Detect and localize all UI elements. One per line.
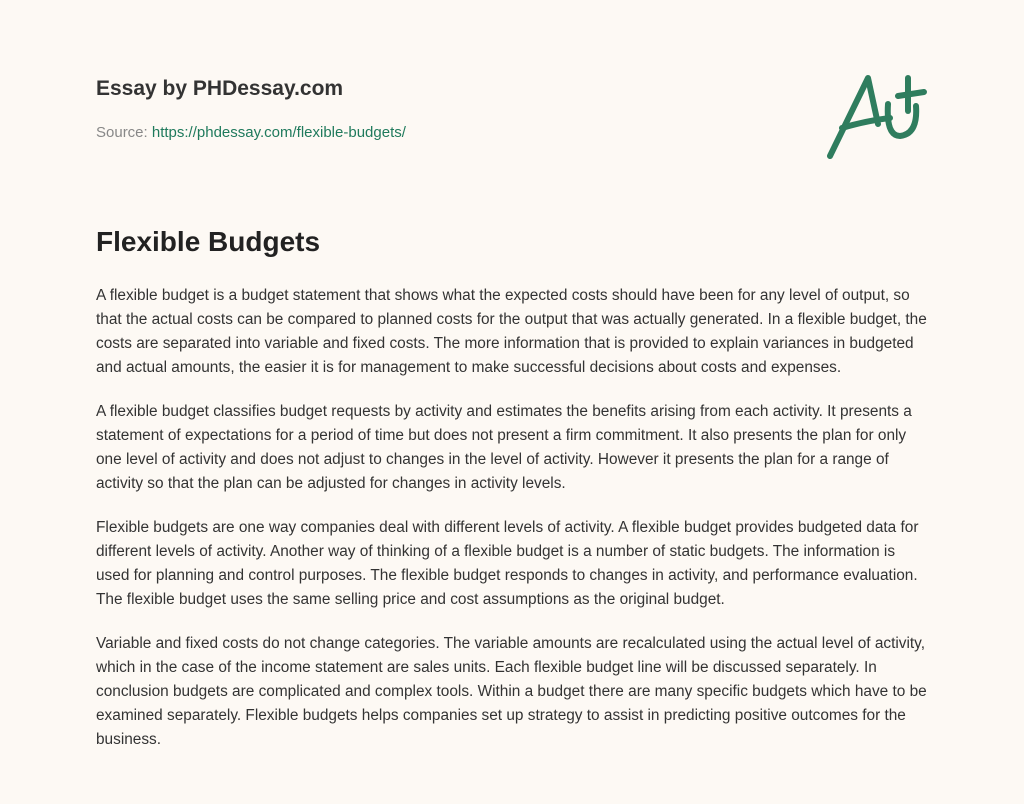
paragraph: Variable and fixed costs do not change categories. The variable amounts are recalculated using the actual level of activity, which in the case of the income statement are sales units. Each flexible budget line will be discussed separately. In conclusion budgets are complicated and complex tools. Within a budget there are many specific budgets which have to be examined separately. Flexible budgets helps companies set up strategy to assist in predicting positive outcomes for the business. [96, 635, 927, 748]
article-title: Flexible Budgets [96, 226, 321, 257]
source-label: Source: [96, 124, 148, 141]
source-line [96, 124, 406, 141]
source-link[interactable]: https://phdessay.com/flexible-budgets/ [151, 124, 406, 141]
paragraph: A flexible budget is a budget statement that shows what the expected costs should have been for any level of output, so that the actual costs can be compared to planned costs for the output that was actually generated. In a flexible budget, the costs are separated into variable and fixed costs. The more information that is provided to explain variances in budgeted and actual amounts, the easier it is for management to make successful decisions about costs and expenses. [96, 287, 927, 376]
paragraph: Flexible budgets are one way companies deal with different levels of activity. A flexible budget provides budgeted data for different levels of activity. Another way of thinking of a flexible budget is a number of static budgets. The information is used for planning and control purposes. The flexible budget responds to changes in activity, and performance evaluation. The flexible budget uses the same selling price and cost assumptions as the original budget. [96, 519, 919, 608]
site-title: Essay by PHDessay.com [96, 77, 344, 100]
a-plus-logo-icon [820, 66, 930, 166]
article-body [96, 284, 928, 772]
paragraph: A flexible budget classifies budget requests by activity and estimates the benefits arising from each activity. It presents a statement of expectations for a period of time but does not present a firm commitment. It also presents the plan for only one level of activity and does not adjust to changes in the level of activity. However it presents the plan for a range of activity so that the plan can be adjusted for changes in activity levels. [96, 403, 912, 492]
